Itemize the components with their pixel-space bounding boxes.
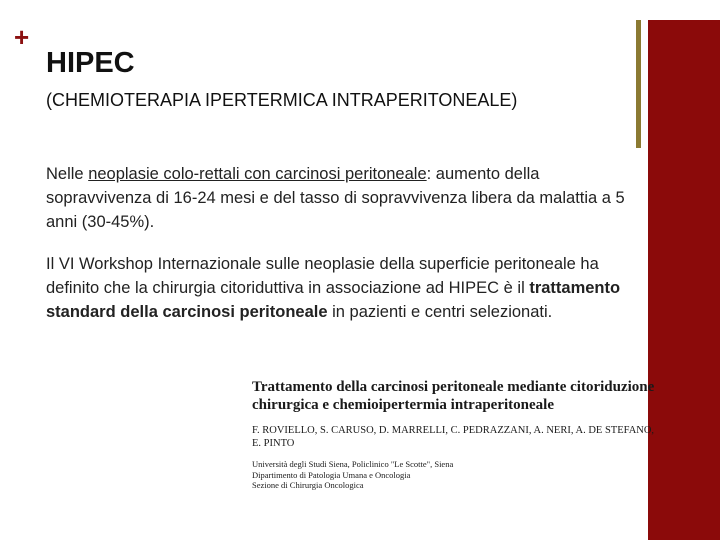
paragraph-workshop-prefix: Il VI Workshop Internazionale sulle neoplasie della superficie peritoneale ha definito che la chirurgia citoriduttiva in associazione ad HIPEC è il [46,255,599,297]
paper-affiliation [252,459,692,491]
paper-title-line: Trattamento della carcinosi peritoneale mediante citoriduzione [252,379,655,395]
paper-affiliation-line: Dipartimento di Patologia Umana e Oncologia [252,469,411,480]
paper-excerpt [252,378,692,491]
paper-authors-line: F. ROVIELLO, S. CARUSO, D. MARRELLI, C. PEDRAZZANI, A. NERI, A. DE STEFANO, [252,425,655,436]
paper-affiliation-line: Sezione di Chirurgia Oncologica [252,480,364,490]
slide-subtitle: (CHEMIOTERAPIA IPERTERMICA INTRAPERITONEALE) [46,90,518,110]
paper-title-line: chirurgica e chemioipertermia intraperitoneale [252,397,554,413]
paper-authors-line: E. PINTO [252,438,295,449]
paragraph-colorectal-prefix: Nelle [46,165,89,183]
paragraph-colorectal-suffix: : aumento della sopravvivenza di 16-24 mesi e del tasso di sopravvivenza libera da malattia a 5 anni (30-45%). [46,165,625,231]
decorative-gold-bar [636,20,641,148]
paper-authors [252,424,692,450]
paragraph-workshop [46,252,636,324]
slide-title: HIPEC [46,47,135,79]
paragraph-colorectal [46,162,636,234]
paper-title [252,378,692,414]
paragraph-workshop-bold: trattamento standard della carcinosi peritoneale [46,279,621,321]
paper-affiliation-line: Università degli Studi Siena, Policlinico "Le Scotte", Siena [252,459,454,469]
plus-icon: + [14,22,30,52]
paragraph-workshop-suffix: in pazienti e centri selezionati. [327,303,553,321]
paragraph-colorectal-underlined: neoplasie colo-rettali con carcinosi peritoneale [88,165,427,183]
